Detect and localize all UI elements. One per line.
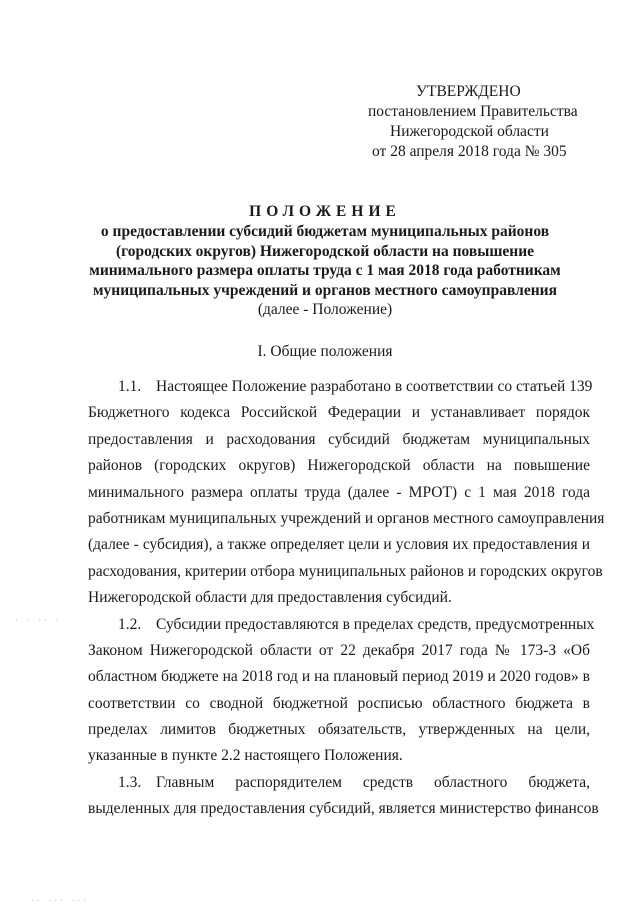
paragraph-line: районов (городских округов) Нижегородской области на повышение: [88, 457, 590, 475]
paragraph-line: указанные в пункте 2.2 настоящего Положения.: [88, 747, 403, 765]
subtitle-line: о предоставлении субсидий бюджетам муниципальных районов: [100, 223, 550, 240]
paragraph-line: минимального размера оплаты труда (далее - МРОТ) с 1 мая 2018 года: [88, 483, 590, 501]
paragraph-line: работникам муниципальных учреждений и органов местного самоуправления: [88, 509, 605, 527]
paragraph-text: Субсидии предоставляются в пределах средств, предусмотренных: [156, 615, 595, 633]
paragraph-text: Настоящее Положение разработано в соответствии со статьей 139: [156, 378, 593, 395]
approval-authority: постановлением Правительства: [368, 103, 578, 120]
paragraph-line: выделенных для предоставления субсидий, является министерство финансов: [88, 800, 599, 818]
paragraph-number: 1.3.: [118, 773, 142, 791]
paragraph-line: Нижегородской области для предоставления субсидий.: [88, 589, 452, 607]
paragraph-number: 1.2.: [118, 615, 142, 633]
paragraph-line: предоставления и расходования субсидий бюджетам муниципальных: [88, 430, 590, 448]
approval-title: УТВЕРЖДЕНО: [416, 83, 521, 100]
subtitle-line: муниципальных учреждений и органов местного самоуправления: [93, 281, 557, 299]
paragraph-line: соответствии со сводной бюджетной росписью областного бюджета в: [88, 694, 590, 712]
document-body: [88, 374, 605, 823]
paragraph-text: Главным распорядителем средств областного бюджета,: [156, 773, 590, 791]
document-subtitle: [60, 222, 590, 300]
approval-stamp: [360, 82, 590, 162]
paragraph-line: [0, 770, 590, 796]
document-title-note: (далее - Положение): [257, 301, 393, 318]
paragraph-line: расходования, критерии отбора муниципальных районов и городских округов: [88, 562, 603, 580]
subtitle-line: (городских округов) Нижегородской области на повышение: [115, 242, 535, 260]
paragraph-line: [0, 374, 593, 400]
paragraph-line: пределах лимитов бюджетных обязательств, утвержденных на цели,: [88, 721, 590, 739]
paragraph-line: областном бюджете на 2018 год и на плановый период 2019 и 2020 годов» в: [88, 668, 590, 686]
paragraph-line: Законом Нижегородской области от 22 декабря 2017 года № 173-З «Об: [88, 641, 590, 659]
approval-region: Нижегородской области: [390, 123, 549, 140]
document-title: ПОЛОЖЕНИЕ: [249, 203, 401, 220]
paragraph-line: Бюджетного кодекса Российской Федерации и устанавливает порядок: [88, 404, 590, 422]
section-heading: I. Общие положения: [257, 343, 393, 360]
paragraph-line: [0, 612, 595, 638]
scan-artifact: · · ·· ·: [14, 616, 61, 625]
paragraph-number: 1.1.: [118, 378, 142, 395]
scan-artifact: ·· ··· ···: [30, 896, 89, 905]
approval-date: от 28 апреля 2018 года № 305: [372, 143, 567, 160]
subtitle-line: минимального размера оплаты труда с 1 мая 2018 года работникам: [89, 262, 561, 279]
document-title-block: [60, 202, 590, 320]
paragraph-line: (далее - субсидия), а также определяет цели и условия их предоставления и: [88, 536, 590, 554]
